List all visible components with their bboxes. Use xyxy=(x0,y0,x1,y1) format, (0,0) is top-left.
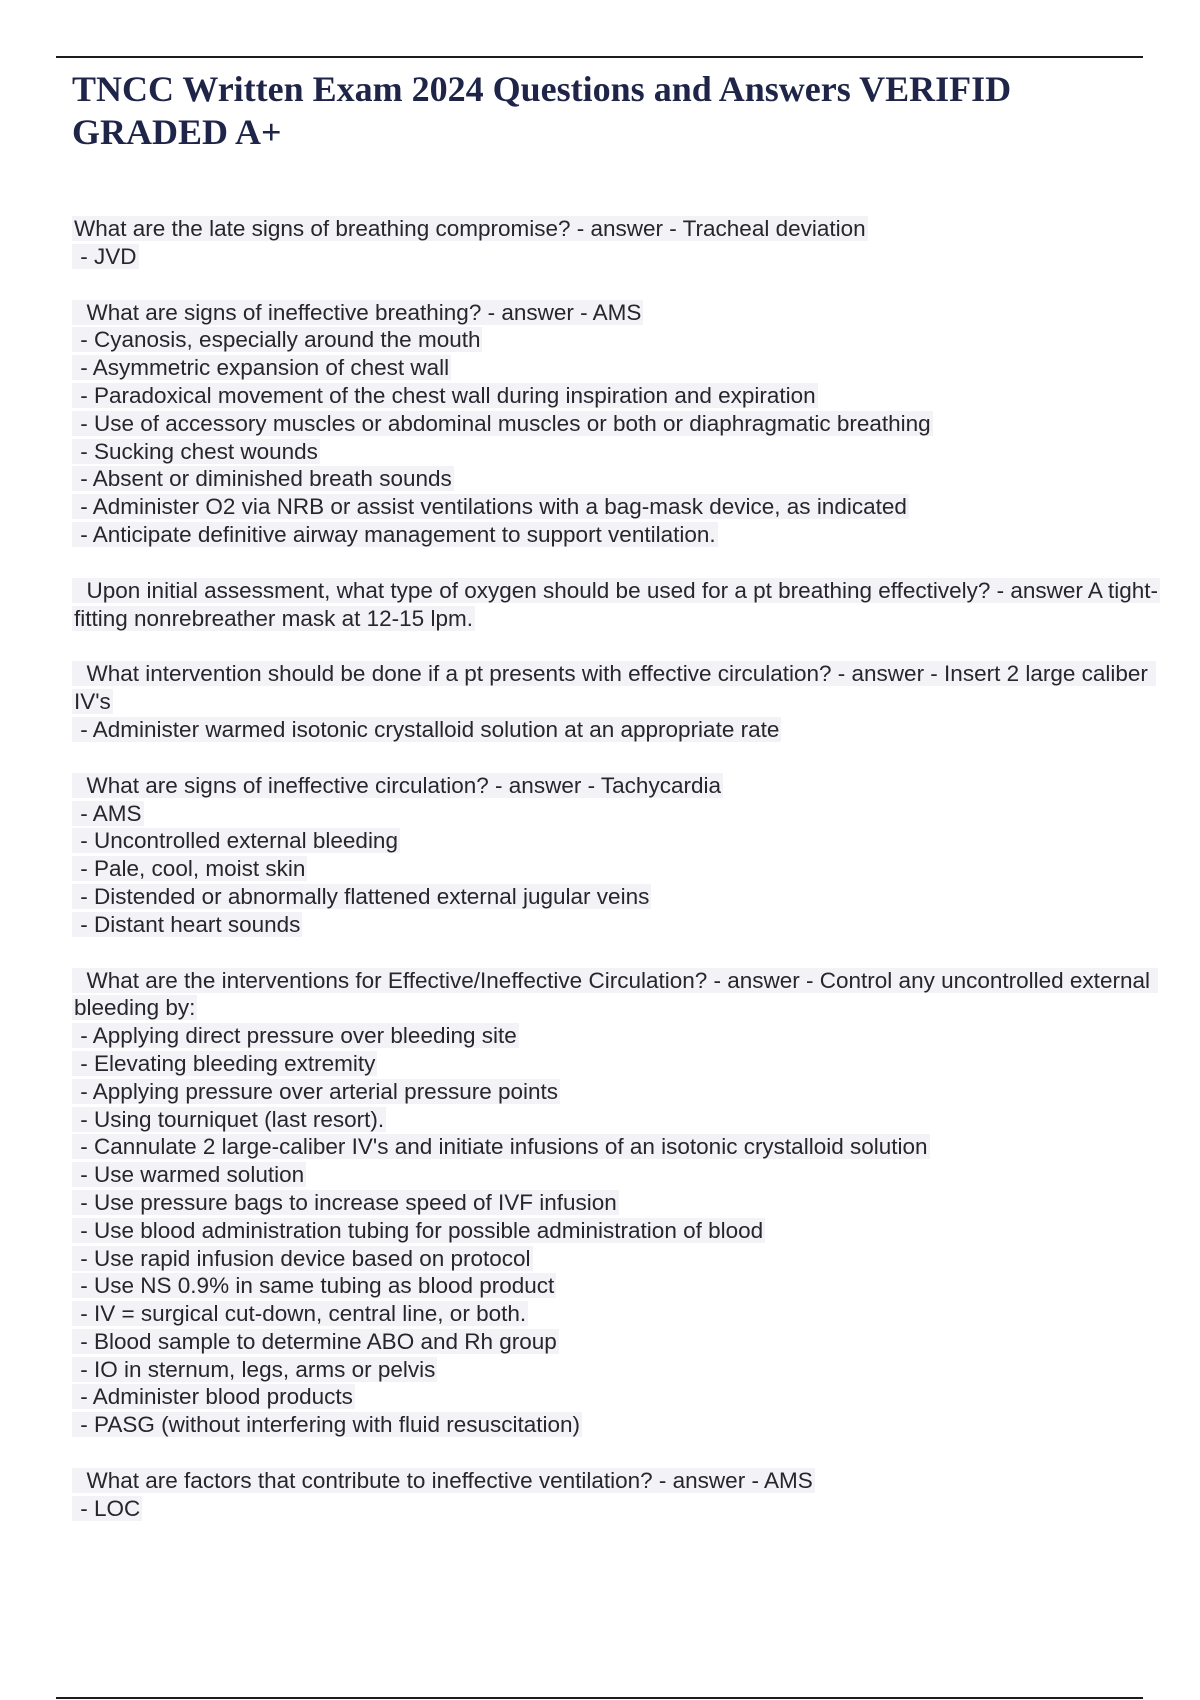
question-text: What are signs of ineffective breathing? - answer - AMS xyxy=(86,299,642,325)
answer-line: - Distant heart sounds xyxy=(74,911,301,937)
answer-line: - PASG (without interfering with fluid resuscitation) xyxy=(74,1412,581,1438)
answer-line: - JVD xyxy=(74,243,137,269)
qa-item xyxy=(72,660,1162,743)
answer-text: IO in sternum, legs, arms or pelvis xyxy=(94,1356,436,1382)
question-text: Upon initial assessment, what type of oxygen should be used for a pt breathing effectively? - answer A tight-fitting nonrebreather mask at 12-15 lpm. xyxy=(74,577,1158,631)
answer-line: - Applying direct pressure over bleeding site xyxy=(74,1023,517,1049)
answer-line: - Use warmed solution xyxy=(74,1162,305,1188)
answer-text: PASG (without interfering with fluid resuscitation) xyxy=(94,1412,581,1438)
qa-item xyxy=(72,577,1162,633)
answer-text: Cannulate 2 large-caliber IV's and initiate infusions of an isotonic crystalloid solution xyxy=(94,1134,928,1160)
answer-text: Cyanosis, especially around the mouth xyxy=(94,327,481,353)
answer-line: - Applying pressure over arterial pressure points xyxy=(74,1078,559,1104)
answer-line: - IO in sternum, legs, arms or pelvis xyxy=(74,1356,436,1382)
answer-line: - AMS xyxy=(74,800,142,826)
answer-text: Blood sample to determine ABO and Rh group xyxy=(94,1328,557,1354)
qa-item xyxy=(72,967,1162,1440)
answer-text: Use of accessory muscles or abdominal muscles or both or diaphragmatic breathing xyxy=(94,410,931,436)
question-line xyxy=(72,772,1162,800)
answer-text: Asymmetric expansion of chest wall xyxy=(92,355,450,381)
answer-text: LOC xyxy=(94,1495,141,1521)
answer-line: - Asymmetric expansion of chest wall xyxy=(74,355,450,381)
answer-line: - Using tourniquet (last resort). xyxy=(74,1106,385,1132)
question-text: What are the late signs of breathing compromise? - answer - Tracheal deviation xyxy=(74,216,866,241)
answer-text: Pale, cool, moist skin xyxy=(94,856,306,882)
qa-item xyxy=(72,215,1162,271)
answer-text: Use NS 0.9% in same tubing as blood product xyxy=(94,1273,555,1299)
question-line xyxy=(72,577,1162,633)
answer-line: - Cyanosis, especially around the mouth xyxy=(74,327,481,353)
answer-text: Elevating bleeding extremity xyxy=(94,1050,376,1076)
answer-line: - Uncontrolled external bleeding xyxy=(74,828,398,854)
answer-text: Distended or abnormally flattened external jugular veins xyxy=(94,883,650,909)
question-text: What are factors that contribute to ineffective ventilation? - answer - AMS xyxy=(86,1468,813,1494)
answer-text: Uncontrolled external bleeding xyxy=(94,828,398,854)
answer-line: - Use NS 0.9% in same tubing as blood product xyxy=(74,1273,555,1299)
answer-line: - Pale, cool, moist skin xyxy=(74,856,306,882)
answer-line: - Sucking chest wounds xyxy=(74,438,318,464)
answer-line: - Paradoxical movement of the chest wall during inspiration and expiration xyxy=(74,382,816,408)
answer-text: Sucking chest wounds xyxy=(94,438,318,464)
question-line xyxy=(72,299,1162,327)
answer-text: Distant heart sounds xyxy=(94,911,301,937)
question-line xyxy=(72,215,1162,243)
question-line xyxy=(72,1467,1162,1495)
answer-text: Use pressure bags to increase speed of IVF infusion xyxy=(94,1189,617,1215)
top-rule xyxy=(56,56,1143,58)
answer-text: Administer warmed isotonic crystalloid solution at an appropriate rate xyxy=(92,716,780,742)
question-line xyxy=(72,660,1162,716)
answer-text: Administer O2 via NRB or assist ventilations with a bag-mask device, as indicated xyxy=(92,494,907,520)
question-line xyxy=(72,967,1162,1023)
answer-line: - Distended or abnormally flattened external jugular veins xyxy=(74,883,650,909)
answer-text: IV = surgical cut-down, central line, or both. xyxy=(94,1301,527,1327)
question-text: What intervention should be done if a pt presents with effective circulation? - answer - Insert 2 large caliber IV's xyxy=(74,661,1155,715)
answer-line: - Anticipate definitive airway management to support ventilation. xyxy=(74,521,716,547)
answer-text: Absent or diminished breath sounds xyxy=(92,466,452,492)
answer-line: - Cannulate 2 large-caliber IV's and initiate infusions of an isotonic crystalloid solution xyxy=(74,1134,928,1160)
question-text: What are the interventions for Effective/Ineffective Circulation? - answer - Control any uncontrolled external bleeding by: xyxy=(74,967,1157,1021)
answer-line: - Administer warmed isotonic crystalloid solution at an appropriate rate xyxy=(74,716,780,742)
answer-line: - Administer O2 via NRB or assist ventilations with a bag-mask device, as indicated xyxy=(74,494,907,520)
answer-line: - Administer blood products xyxy=(74,1384,353,1410)
answer-text: Using tourniquet (last resort). xyxy=(94,1106,385,1132)
answer-text: Use rapid infusion device based on protocol xyxy=(94,1245,531,1271)
answer-line: - Elevating bleeding extremity xyxy=(74,1050,376,1076)
answer-line: - LOC xyxy=(74,1495,141,1521)
qa-content xyxy=(72,215,1162,1551)
answer-line: - Use of accessory muscles or abdominal muscles or both or diaphragmatic breathing xyxy=(74,410,931,436)
answer-line: - Absent or diminished breath sounds xyxy=(74,466,452,492)
qa-item xyxy=(72,299,1162,549)
qa-item xyxy=(72,1467,1162,1523)
answer-text: Paradoxical movement of the chest wall during inspiration and expiration xyxy=(94,382,816,408)
answer-text: Administer blood products xyxy=(92,1384,353,1410)
answer-line: - Use pressure bags to increase speed of IVF infusion xyxy=(74,1189,617,1215)
answer-text: Use blood administration tubing for possible administration of blood xyxy=(94,1217,764,1243)
answer-line: - Use blood administration tubing for possible administration of blood xyxy=(74,1217,764,1243)
answer-line: - Use rapid infusion device based on protocol xyxy=(74,1245,531,1271)
question-text: What are signs of ineffective circulation? - answer - Tachycardia xyxy=(86,772,721,798)
answer-text: Use warmed solution xyxy=(94,1162,305,1188)
qa-item xyxy=(72,772,1162,939)
bottom-rule xyxy=(56,1697,1143,1699)
answer-line: - IV = surgical cut-down, central line, or both. xyxy=(74,1301,527,1327)
answer-text: Anticipate definitive airway management to support ventilation. xyxy=(92,521,716,547)
document-title: TNCC Written Exam 2024 Questions and Answers VERIFID GRADED A+ xyxy=(72,69,1012,152)
answer-text: JVD xyxy=(94,243,137,269)
answer-text: Applying direct pressure over bleeding site xyxy=(92,1023,517,1049)
answer-line: - Blood sample to determine ABO and Rh group xyxy=(74,1328,557,1354)
answer-text: Applying pressure over arterial pressure points xyxy=(92,1078,559,1104)
answer-text: AMS xyxy=(92,800,142,826)
